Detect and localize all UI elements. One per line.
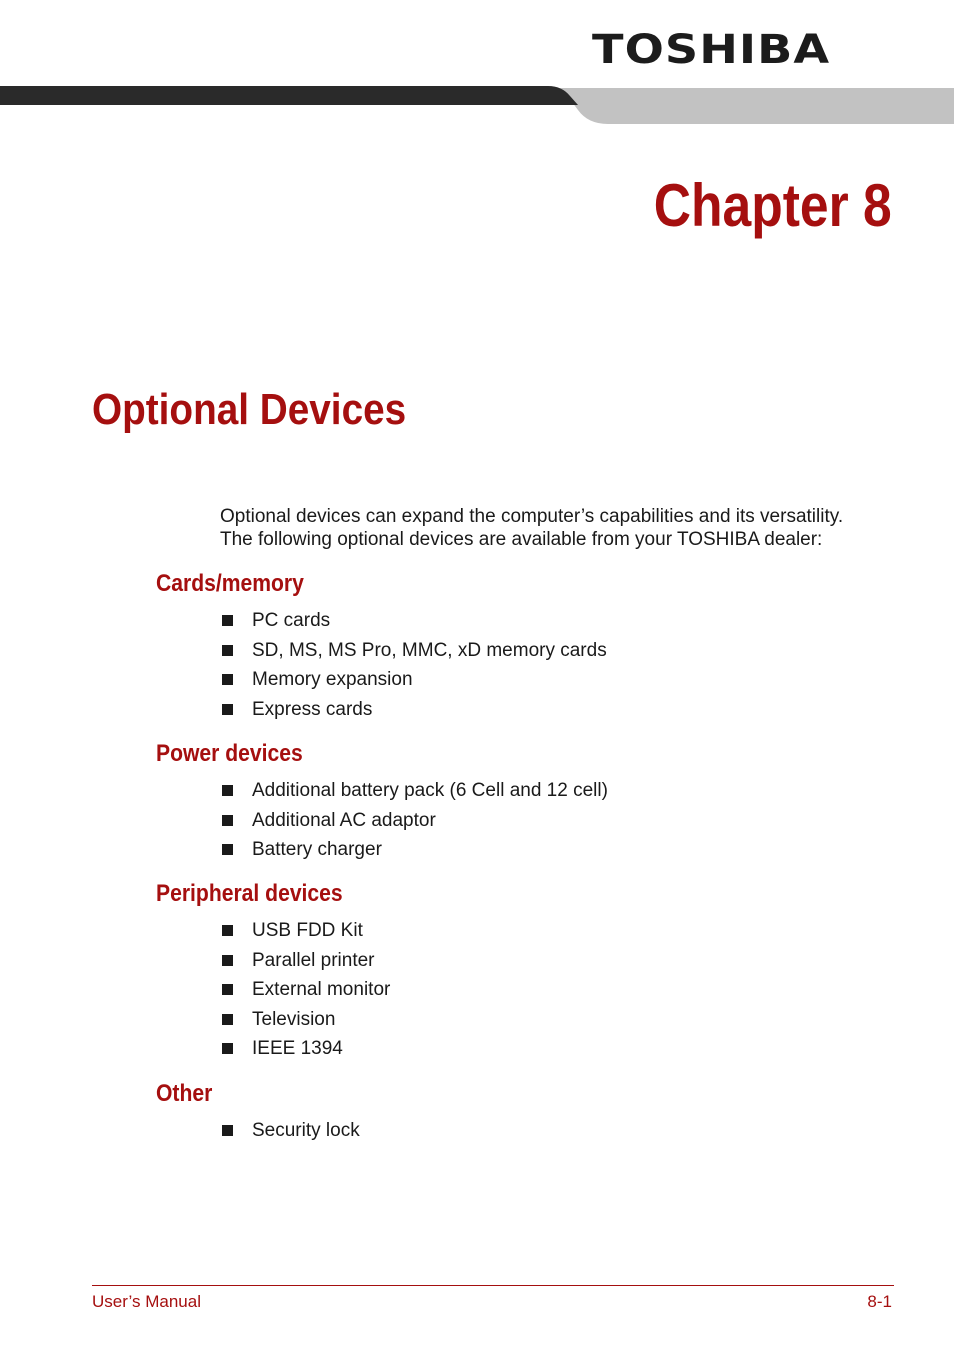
bullet-icon <box>222 674 233 685</box>
intro-line-1: Optional devices can expand the computer’s capabilities and its versatility. <box>220 506 844 527</box>
list-item: External monitor <box>220 975 390 1005</box>
intro-paragraph <box>220 506 910 551</box>
section-title: Optional Devices <box>92 385 407 434</box>
list-cards-memory <box>220 606 607 724</box>
list-peripheral-devices <box>220 916 390 1064</box>
heading-power-devices: Power devices <box>156 740 303 767</box>
list-item: Security lock <box>220 1116 360 1146</box>
footer-page-number: 8-1 <box>867 1292 892 1311</box>
list-item: PC cards <box>220 606 607 636</box>
list-other <box>220 1116 360 1146</box>
bullet-icon <box>222 925 233 936</box>
bullet-icon <box>222 645 233 656</box>
header-band-light <box>560 88 954 124</box>
bullet-icon <box>222 815 233 826</box>
list-item: IEEE 1394 <box>220 1034 390 1064</box>
bullet-icon <box>222 1125 233 1136</box>
bullet-icon <box>222 1043 233 1054</box>
list-item: Additional AC adaptor <box>220 806 608 836</box>
footer-divider <box>92 1285 894 1286</box>
list-item: Television <box>220 1005 390 1035</box>
bullet-icon <box>222 785 233 796</box>
list-item: Memory expansion <box>220 665 607 695</box>
footer-manual-label: User’s Manual <box>92 1292 201 1311</box>
list-item: SD, MS, MS Pro, MMC, xD memory cards <box>220 636 607 666</box>
list-power-devices <box>220 776 608 865</box>
bullet-icon <box>222 704 233 715</box>
intro-line-2: The following optional devices are available from your TOSHIBA dealer: <box>220 528 823 550</box>
header-band <box>0 84 954 126</box>
bullet-icon <box>222 1014 233 1025</box>
bullet-icon <box>222 844 233 855</box>
list-item: Battery charger <box>220 835 608 865</box>
heading-peripheral-devices: Peripheral devices <box>156 880 343 907</box>
bullet-icon <box>222 984 233 995</box>
heading-cards-memory: Cards/memory <box>156 570 304 597</box>
heading-other: Other <box>156 1080 213 1107</box>
list-item: USB FDD Kit <box>220 916 390 946</box>
list-item: Additional battery pack (6 Cell and 12 cell) <box>220 776 608 806</box>
chapter-title: Chapter 8 <box>653 172 892 239</box>
bullet-icon <box>222 955 233 966</box>
toshiba-logo: TOSHIBA <box>592 26 831 74</box>
bullet-icon <box>222 615 233 626</box>
list-item: Express cards <box>220 695 607 725</box>
list-item: Parallel printer <box>220 946 390 976</box>
header-band-dark <box>0 86 578 105</box>
